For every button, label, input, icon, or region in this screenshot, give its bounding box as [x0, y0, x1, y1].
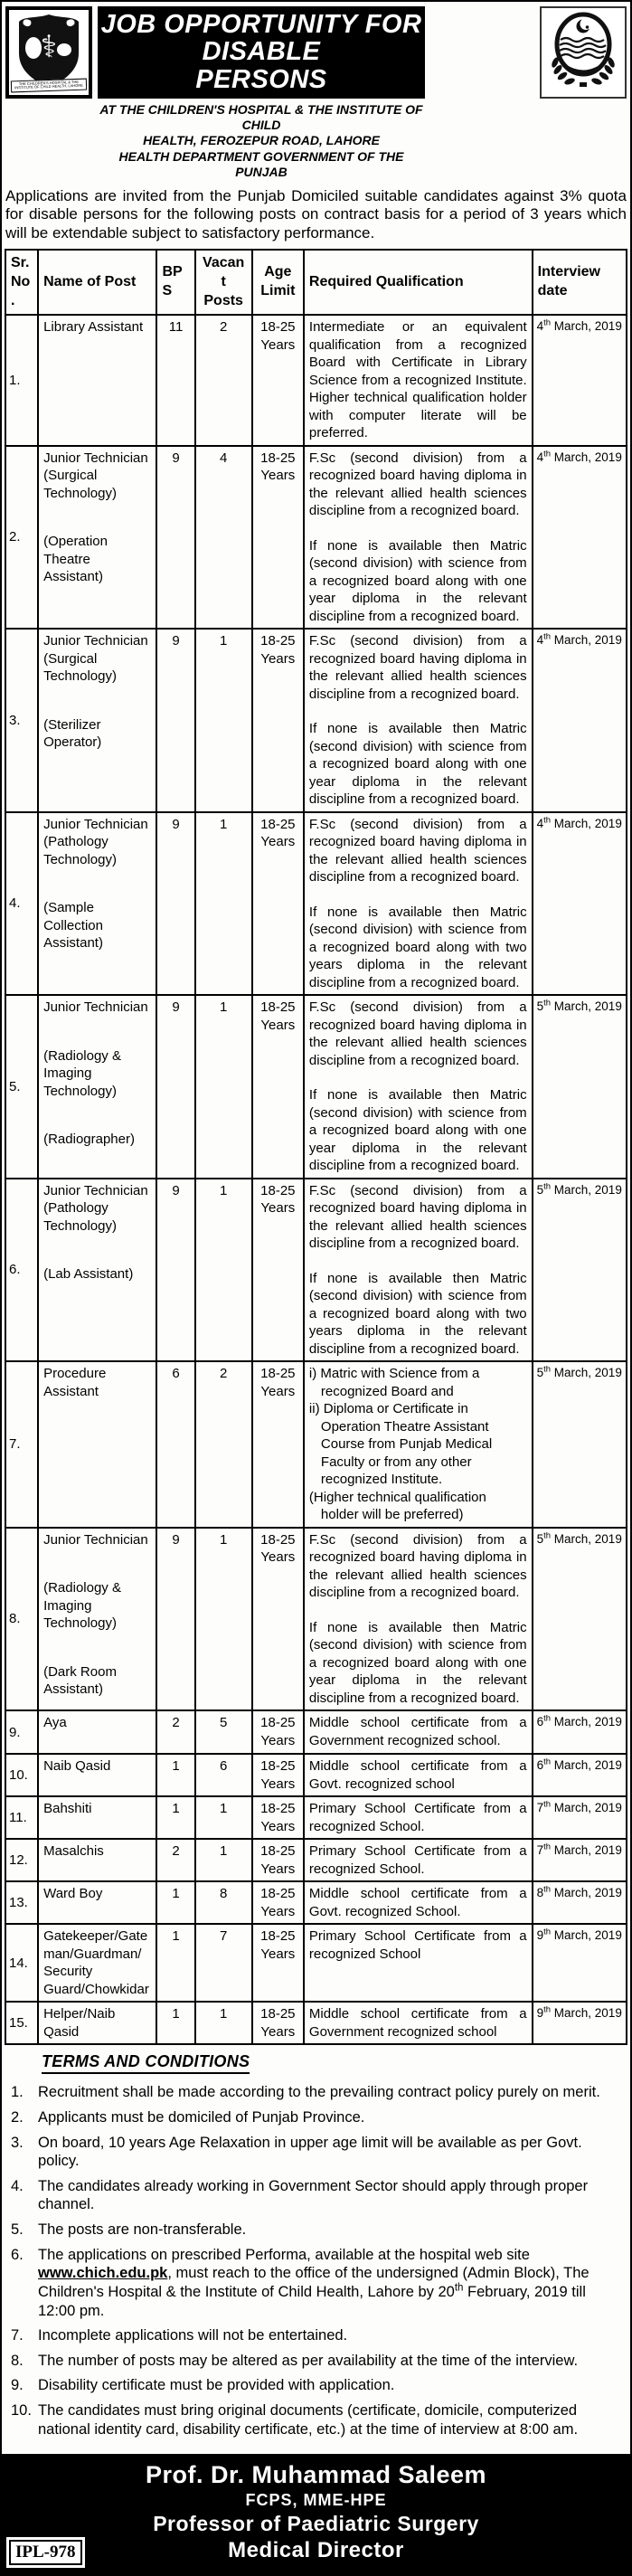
term-number: 8.	[11, 2352, 24, 2369]
col-age-limit: Age Limit	[252, 250, 304, 315]
table-row	[5, 1754, 627, 1796]
term-item	[7, 2326, 625, 2345]
col-required-qualification: Required Qualification	[304, 250, 533, 315]
qualification-cell: Middle school certificate from a Govt. recognized School.	[304, 1881, 533, 1924]
bps-cell: 2	[156, 1710, 194, 1754]
interview-date-cell: 8th March, 2019	[533, 1881, 627, 1924]
term-number: 4.	[11, 2177, 24, 2194]
qualification-cell: F.Sc (second division) from a recognized board having diploma in the relevant allied health sciences discipline from a recognized board. If none is available then Matric (second division) with science from a recognized board along with one year diploma in the relevant discipline from a recognized board.	[304, 1528, 533, 1711]
qualification-cell: Middle school certificate from a Government recognized school	[304, 2002, 533, 2044]
terms-list	[7, 2083, 625, 2439]
bps-cell: 9	[156, 812, 194, 996]
post-name-cell: Aya	[38, 1710, 156, 1754]
vacant-posts-cell: 6	[195, 1754, 252, 1796]
signatory-degrees: FCPS, MME-HPE	[245, 2491, 387, 2510]
qualification-cell: i) Matric with Science from a recognized Board and ii) Diploma or Certificate in Operation Theatre Assistant Course from Punjab Medical Faculty or from any other recognized Institute. (Higher technical qualification holder will be preferred)	[304, 1361, 533, 1528]
header	[2, 2, 630, 180]
sr-cell: 9.	[5, 1710, 38, 1754]
col-interview-date: Interview date	[533, 250, 627, 315]
punjab-emblem-icon	[544, 10, 622, 95]
term-text: On board, 10 years Age Relaxation in upper age limit will be available as per Govt. policy.	[38, 2134, 582, 2170]
term-item	[7, 2246, 625, 2321]
vacant-posts-cell: 2	[195, 315, 252, 446]
term-text: The applications on prescribed Performa, available at the hospital web site www.chich.edu.pk, must reach to the office of the undersigned (Admin Block), The Children's Hospital & the Institute of Child Health, Lahore by 20th February, 2019 till 12:00 pm.	[38, 2246, 590, 2319]
term-number: 5.	[11, 2221, 24, 2239]
svg-text:⚕: ⚕	[40, 29, 58, 65]
qualification-cell: Middle school certificate from a Government recognized school.	[304, 1710, 533, 1754]
age-limit-cell: 18-25 Years	[252, 1754, 304, 1796]
age-limit-cell: 18-25 Years	[252, 1361, 304, 1528]
age-limit-cell: 18-25 Years	[252, 1881, 304, 1924]
term-number: 3.	[11, 2134, 24, 2151]
sr-cell: 4.	[5, 812, 38, 996]
interview-date-cell: 4th March, 2019	[533, 629, 627, 812]
term-item	[7, 2401, 625, 2439]
term-item	[7, 2108, 625, 2127]
term-number: 7.	[11, 2327, 24, 2344]
bps-cell: 9	[156, 995, 194, 1179]
bps-cell: 11	[156, 315, 194, 446]
subtitle-line-2: HEALTH, FEROZEPUR ROAD, LAHORE	[143, 133, 380, 148]
childrens-hospital-logo	[5, 6, 92, 99]
term-text: The candidates must bring original documents (certificate, domicile, computerized national identity card, disability certificate, etc.) at the time of interview at 8:00 am.	[38, 2402, 579, 2438]
table-row	[5, 1710, 627, 1754]
table-row	[5, 995, 627, 1179]
footer	[2, 2454, 630, 2574]
advert-ref-badge: IPL-978	[9, 2540, 82, 2566]
qualification-cell: Primary School Certificate from a recognized School.	[304, 1796, 533, 1839]
bps-cell: 2	[156, 1839, 194, 1881]
sr-cell: 12.	[5, 1839, 38, 1881]
qualification-cell: F.Sc (second division) from a recognized board having diploma in the relevant allied health sciences discipline from a recognized board. If none is available then Matric (second division) with science from a recognized board along with two years diploma in the relevant discipline from a recognized board.	[304, 1179, 533, 1362]
table-row	[5, 629, 627, 812]
childrens-hospital-logo-inner	[9, 10, 89, 95]
post-name-cell: Bahshiti	[38, 1796, 156, 1839]
bps-cell: 9	[156, 629, 194, 812]
post-name-cell: Junior Technician (Surgical Technology) (Sterilizer Operator)	[38, 629, 156, 812]
punjab-govt-logo	[540, 6, 627, 99]
subtitle	[98, 102, 425, 179]
sr-cell: 8.	[5, 1528, 38, 1711]
age-limit-cell: 18-25 Years	[252, 995, 304, 1179]
interview-date-cell: 4th March, 2019	[533, 812, 627, 996]
col-vacant-posts: Vacant Posts	[195, 250, 252, 315]
website-text: www.chich.edu.pk	[38, 2265, 168, 2282]
interview-date-cell: 9th March, 2019	[533, 1924, 627, 2002]
table-row	[5, 1179, 627, 1362]
col-sr-no: Sr. No.	[5, 250, 38, 315]
vacant-posts-cell: 2	[195, 1361, 252, 1528]
sr-cell: 2.	[5, 446, 38, 630]
post-name-cell: Library Assistant	[38, 315, 156, 446]
bps-cell: 9	[156, 1179, 194, 1362]
term-text: Incomplete applications will not be entertained.	[38, 2327, 348, 2344]
bps-cell: 1	[156, 1796, 194, 1839]
post-name-cell: Masalchis	[38, 1839, 156, 1881]
term-number: 6.	[11, 2246, 24, 2263]
post-name-cell: Gatekeeper/Gate man/Guardman/ Security Guard/Chowkidar	[38, 1924, 156, 2002]
post-name-cell: Junior Technician (Radiology & Imaging Technology) (Radiographer)	[38, 995, 156, 1179]
sr-cell: 10.	[5, 1754, 38, 1796]
sr-cell: 7.	[5, 1361, 38, 1528]
vacant-posts-cell: 1	[195, 629, 252, 812]
vacant-posts-cell: 1	[195, 812, 252, 996]
table-row	[5, 2002, 627, 2044]
age-limit-cell: 18-25 Years	[252, 1796, 304, 1839]
post-name-cell: Junior Technician (Pathology Technology) (Sample Collection Assistant)	[38, 812, 156, 996]
sr-cell: 13.	[5, 1881, 38, 1924]
vacant-posts-cell: 1	[195, 1796, 252, 1839]
age-limit-cell: 18-25 Years	[252, 629, 304, 812]
age-limit-cell: 18-25 Years	[252, 2002, 304, 2044]
interview-date-cell: 5th March, 2019	[533, 1528, 627, 1711]
sr-cell: 15.	[5, 2002, 38, 2044]
col-name-of-post: Name of Post	[38, 250, 156, 315]
post-name-cell: Junior Technician (Surgical Technology) (Operation Theatre Assistant)	[38, 446, 156, 630]
term-item	[7, 2177, 625, 2214]
term-number: 9.	[11, 2377, 24, 2394]
post-name-cell: Naib Qasid	[38, 1754, 156, 1796]
sr-cell: 11.	[5, 1796, 38, 1839]
hospital-logo-caption: THE CHILDREN'S HOSPITAL & THE INSTITUTE OF CHILD HEALTH, LAHORE	[11, 79, 87, 93]
vacant-posts-cell: 8	[195, 1881, 252, 1924]
sr-cell: 6.	[5, 1179, 38, 1362]
vacant-posts-cell: 1	[195, 1179, 252, 1362]
post-name-cell: Junior Technician (Radiology & Imaging Technology) (Dark Room Assistant)	[38, 1528, 156, 1711]
table-row	[5, 1796, 627, 1839]
intro-paragraph: Applications are invited from the Punjab Domiciled suitable candidates against 3% quota for disable persons for the following posts on contract basis for a period of 3 years which will be extendable subject to satisfactory performance.	[5, 186, 627, 242]
signatory-role: Medical Director	[228, 2538, 404, 2563]
terms-heading: TERMS AND CONDITIONS	[42, 2052, 250, 2074]
qualification-cell: F.Sc (second division) from a recognized board having diploma in the relevant allied health sciences discipline from a recognized board. If none is available then Matric (second division) with science from a recognized board along with one year diploma in the relevant discipline from a recognized board.	[304, 995, 533, 1179]
sr-cell: 5.	[5, 995, 38, 1179]
bps-cell: 1	[156, 2002, 194, 2044]
qualification-cell: Primary School Certificate from a recognized School.	[304, 1839, 533, 1881]
posts-table	[5, 249, 627, 2045]
vacant-posts-cell: 1	[195, 1528, 252, 1711]
vacant-posts-cell: 4	[195, 446, 252, 630]
term-item	[7, 2083, 625, 2102]
post-name-cell: Helper/Naib Qasid	[38, 2002, 156, 2044]
table-row	[5, 446, 627, 630]
table-row	[5, 1361, 627, 1528]
qualification-cell: F.Sc (second division) from a recognized board having diploma in the relevant allied health sciences discipline from a recognized board. If none is available then Matric (second division) with science from a recognized board along with one year diploma in the relevant discipline from a recognized board.	[304, 629, 533, 812]
interview-date-cell: 4th March, 2019	[533, 446, 627, 630]
post-name-cell: Procedure Assistant	[38, 1361, 156, 1528]
interview-date-cell: 5th March, 2019	[533, 1361, 627, 1528]
header-center	[98, 6, 425, 180]
term-text: The posts are non-transferable.	[38, 2221, 247, 2239]
sr-cell: 1.	[5, 315, 38, 446]
signatory-title: Professor of Paediatric Surgery	[153, 2512, 479, 2536]
age-limit-cell: 18-25 Years	[252, 812, 304, 996]
age-limit-cell: 18-25 Years	[252, 1179, 304, 1362]
term-number: 1.	[11, 2084, 24, 2101]
term-number: 2.	[11, 2108, 24, 2126]
table-row	[5, 1924, 627, 2002]
terms-section	[2, 2045, 630, 2452]
qualification-cell: F.Sc (second division) from a recognized board having diploma in the relevant allied health sciences discipline from a recognized board. If none is available then Matric (second division) with science from a recognized board along with one year diploma in the relevant discipline from a recognized board.	[304, 446, 533, 630]
table-row	[5, 1881, 627, 1924]
age-limit-cell: 18-25 Years	[252, 446, 304, 630]
bps-cell: 1	[156, 1924, 194, 2002]
term-item	[7, 2352, 625, 2371]
term-text: Disability certificate must be provided with application.	[38, 2377, 395, 2394]
term-item	[7, 2221, 625, 2240]
interview-date-cell: 7th March, 2019	[533, 1839, 627, 1881]
age-limit-cell: 18-25 Years	[252, 1924, 304, 2002]
sr-cell: 3.	[5, 629, 38, 812]
sr-cell: 14.	[5, 1924, 38, 2002]
vacant-posts-cell: 7	[195, 1924, 252, 2002]
age-limit-cell: 18-25 Years	[252, 1710, 304, 1754]
age-limit-cell: 18-25 Years	[252, 315, 304, 446]
interview-date-cell: 6th March, 2019	[533, 1754, 627, 1796]
qualification-cell: Primary School Certificate from a recognized School	[304, 1924, 533, 2002]
interview-date-cell: 6th March, 2019	[533, 1710, 627, 1754]
qualification-cell: F.Sc (second division) from a recognized board having diploma in the relevant allied health sciences discipline from a recognized board. If none is available then Matric (second division) with science from a recognized board along with two years diploma in the relevant discipline from a recognized board.	[304, 812, 533, 996]
bps-cell: 9	[156, 1528, 194, 1711]
bps-cell: 1	[156, 1754, 194, 1796]
age-limit-cell: 18-25 Years	[252, 1839, 304, 1881]
page-title	[98, 6, 425, 99]
interview-date-cell: 5th March, 2019	[533, 1179, 627, 1362]
vacant-posts-cell: 5	[195, 1710, 252, 1754]
interview-date-cell: 4th March, 2019	[533, 315, 627, 446]
term-item	[7, 2376, 625, 2395]
table-row	[5, 315, 627, 446]
table-row	[5, 1528, 627, 1711]
interview-date-cell: 7th March, 2019	[533, 1796, 627, 1839]
table-row	[5, 812, 627, 996]
qualification-cell: Middle school certificate from a Govt. recognized school	[304, 1754, 533, 1796]
title-line-1: JOB OPPORTUNITY FOR DISABLE	[100, 10, 422, 67]
term-number: 10.	[11, 2402, 32, 2420]
title-line-2: PERSONS	[195, 64, 327, 94]
post-name-cell: Junior Technician (Pathology Technology) (Lab Assistant)	[38, 1179, 156, 1362]
interview-date-cell: 9th March, 2019	[533, 2002, 627, 2044]
table-row	[5, 1839, 627, 1881]
term-text: Applicants must be domiciled of Punjab Province.	[38, 2108, 365, 2126]
term-text: Recruitment shall be made according to the prevailing contract policy purely on merit.	[38, 2084, 600, 2101]
term-text: The candidates already working in Government Sector should apply through proper channel.	[38, 2177, 589, 2213]
table-header-row	[5, 250, 627, 315]
vacant-posts-cell: 1	[195, 1839, 252, 1881]
vacant-posts-cell: 1	[195, 2002, 252, 2044]
qualification-cell: Intermediate or an equivalent qualification from a recognized Board with Certificate in Library Science from a recognized Institute. Higher technical qualification holder with computer literate will be preferred.	[304, 315, 533, 446]
bps-cell: 1	[156, 1881, 194, 1924]
signatory-name: Prof. Dr. Muhammad Saleem	[145, 2461, 487, 2489]
post-name-cell: Ward Boy	[38, 1881, 156, 1924]
interview-date-cell: 5th March, 2019	[533, 995, 627, 1179]
bps-cell: 6	[156, 1361, 194, 1528]
subtitle-line-3: HEALTH DEPARTMENT GOVERNMENT OF THE PUNJAB	[118, 148, 404, 179]
vacant-posts-cell: 1	[195, 995, 252, 1179]
subtitle-line-1: AT THE CHILDREN'S HOSPITAL & THE INSTITUTE OF CHILD	[99, 102, 423, 133]
posts-table-wrap	[2, 249, 630, 2045]
term-text: The number of posts may be altered as per availability at the time of the interview.	[38, 2352, 579, 2369]
bps-cell: 9	[156, 446, 194, 630]
col-bps: BPS	[156, 250, 194, 315]
term-item	[7, 2134, 625, 2171]
age-limit-cell: 18-25 Years	[252, 1528, 304, 1711]
